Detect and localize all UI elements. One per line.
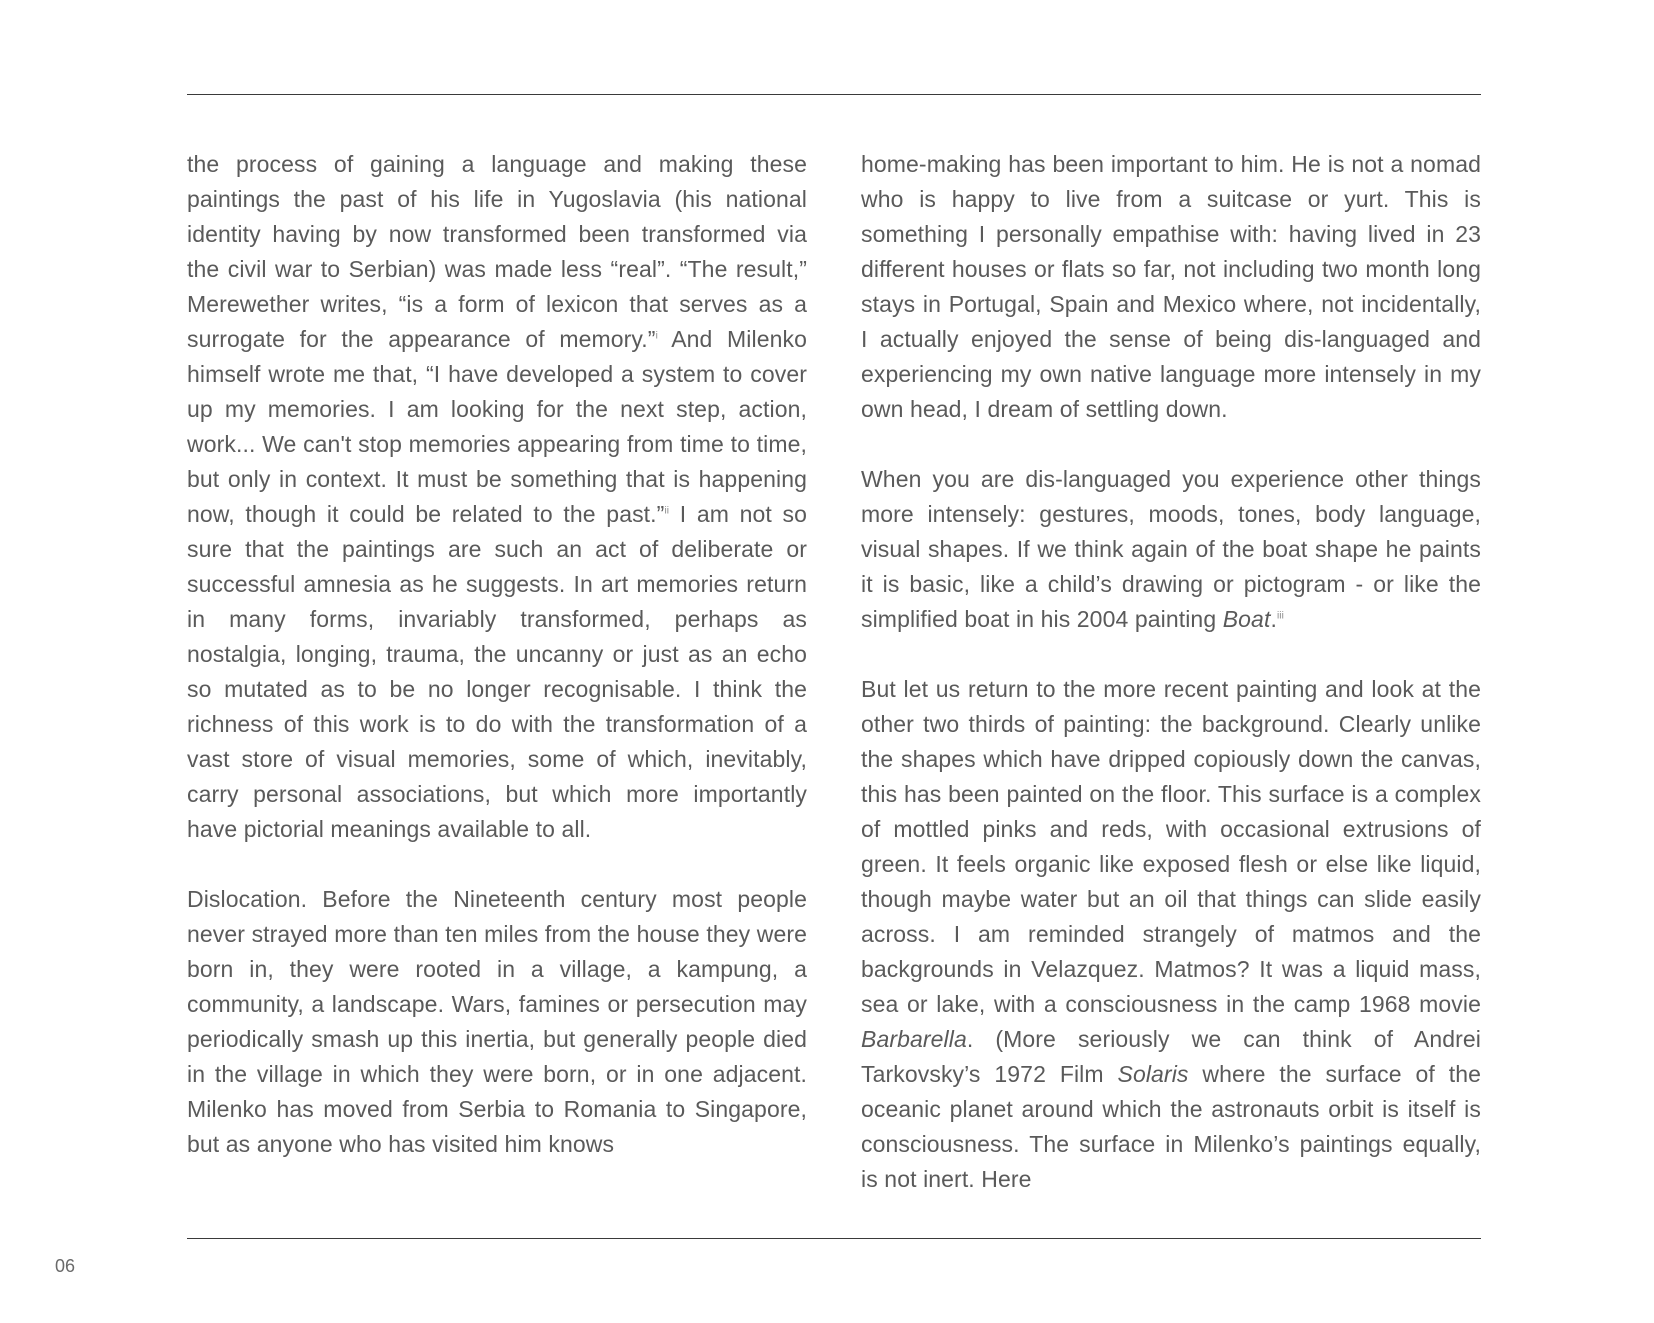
film-title: Solaris <box>1117 1061 1189 1087</box>
right-text-column <box>861 147 1481 1197</box>
paragraph-memory <box>187 147 807 847</box>
page-number: 06 <box>55 1256 76 1276</box>
text-run: . <box>1270 606 1277 632</box>
text-run: . (More seriously we can think of Andrei Tarkovsky’s 1972 Film <box>861 1026 1481 1087</box>
left-text-column <box>187 147 807 1162</box>
footnote-marker: ii <box>664 505 670 517</box>
paragraph-home-making: home-making has been important to him. He is not a nomad who is happy to live from a suitcase or yurt. This is something I personally empathise with: having lived in 23 different houses or flats so far, not including two month long stays in Portugal, Spain and Mexico where, not incidentally, I actually enjoyed the sense of being dis-languaged and experiencing my own native language more intensely in my own head, I dream of settling down. <box>861 151 1481 422</box>
footnote-marker: iii <box>1276 610 1284 622</box>
text-run: When you are dis-languaged you experience other things more intensely: gestures, moods, tones, body language, visual shapes. If we think again of the boat shape he paints it is basic, like a child’s drawing or pictogram - or like the simplified boat in his 2004 painting <box>861 466 1481 632</box>
paragraph-background <box>861 672 1481 1197</box>
bottom-divider <box>187 1238 1481 1239</box>
text-run: And Milenko himself wrote me that, “I have developed a system to cover up my memories. I am looking for the next step, action, work... We can't stop memories appearing from time to time, but only in context. It must be something that is happening now, though it could be related to the past.” <box>187 326 807 527</box>
text-run: I am not so sure that the paintings are such an act of deliberate or successful amnesia as he suggests. In art memories return in many forms, invariably transformed, perhaps as nostalgia, longing, trauma, the uncanny or just as an echo so mutated as to be no longer recognisable. I think the richness of this work is to do with the transformation of a vast store of visual memories, some of which, inevitably, carry personal associations, but which more importantly have pictorial meanings available to all. <box>187 501 807 842</box>
text-run: where the surface of the oceanic planet around which the astronauts orbit is itself is consciousness. The surface in Milenko’s paintings equally, is not inert. Here <box>861 1061 1481 1192</box>
top-divider <box>187 94 1481 95</box>
film-title: Barbarella <box>861 1026 967 1052</box>
paragraph-dislocation: Dislocation. Before the Nineteenth century most people never strayed more than ten miles from the house they were born in, they were rooted in a village, a kampung, a community, a landscape. Wars, famines or persecution may periodically smash up this inertia, but generally people died in the village in which they were born, or in one adjacent. Milenko has moved from Serbia to Romania to Singapore, but as anyone who has visited him knows <box>187 886 807 1157</box>
footnote-marker: i <box>655 330 658 342</box>
text-run: But let us return to the more recent painting and look at the other two thirds of painting: the background. Clearly unlike the shapes which have dripped copiously down the canvas, this has been painted on the floor. This surface is a complex of mottled pinks and reds, with occasional extrusions of green. It feels organic like exposed flesh or else like liquid, though maybe water but an oil that things can slide easily across. I am reminded strangely of matmos and the backgrounds in Velazquez. Matmos? It was a liquid mass, sea or lake, with a consciousness in the camp 1968 movie <box>861 676 1481 1017</box>
paragraph-dis-languaged <box>861 462 1481 637</box>
artwork-title: Boat <box>1222 606 1271 632</box>
text-run: the process of gaining a language and making these paintings the past of his life in Yugoslavia (his national identity having by now transformed been transformed via the civil war to Serbian) was made less “real”. “The result,” Merewether writes, “is a form of lexicon that serves as a surrogate for the appearance of memory.” <box>187 151 807 352</box>
